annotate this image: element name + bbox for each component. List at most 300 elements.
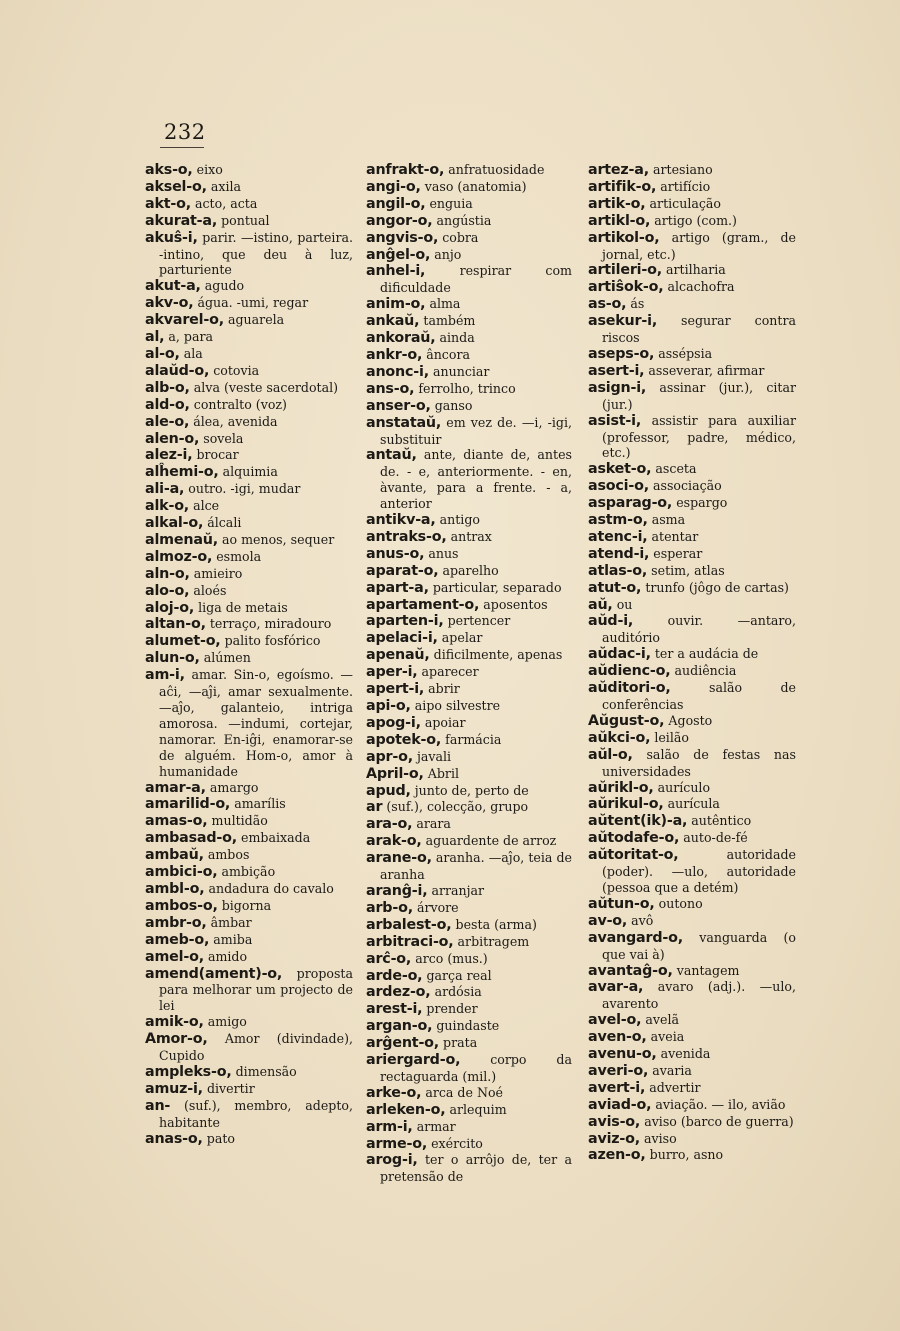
entry-headword: Amor-o, (145, 1031, 208, 1048)
entry-definition: alce (193, 498, 220, 514)
dictionary-entry (366, 1152, 572, 1185)
entry-definition: ferrolho, trinco (418, 380, 516, 396)
entry-definition: ambição (221, 864, 276, 880)
dictionary-entry (145, 780, 353, 797)
entry-headword: apud, (366, 782, 411, 799)
entry-definition: em vez de. —i, -igi, substituir (380, 414, 572, 447)
dictionary-entry (145, 1031, 353, 1064)
dictionary-entry (588, 546, 796, 563)
dictionary-entry (588, 213, 796, 230)
entry-definition: ás (630, 296, 645, 312)
entry-headword: akurat-a, (145, 212, 218, 229)
entry-definition: artifício (660, 178, 711, 194)
entry-definition: trunfo (jôgo de cartas) (645, 579, 789, 595)
dictionary-entry (145, 515, 353, 532)
entry-definition: amieiro (193, 565, 243, 581)
entry-headword: aseps-o, (588, 345, 655, 362)
dictionary-entry (588, 529, 796, 546)
dictionary-entry (145, 915, 353, 932)
dictionary-entry (145, 549, 353, 566)
dictionary-entry (366, 447, 572, 512)
entry-definition: articulação (649, 195, 722, 211)
entry-definition: ala (183, 345, 203, 361)
entry-headword: avantaĝ-o, (588, 962, 673, 979)
entry-definition: guindaste (436, 1018, 500, 1034)
entry-definition: asceta (655, 461, 697, 477)
entry-headword: aranĝ-i, (366, 882, 428, 899)
entry-definition: avelã (645, 1012, 679, 1028)
entry-headword: aŭ, (588, 596, 613, 613)
entry-headword: aŭd-i, (588, 613, 634, 630)
entry-headword: ambos-o, (145, 897, 218, 914)
entry-headword: anstataŭ, (366, 414, 442, 431)
dictionary-entry (145, 312, 353, 329)
entry-definition: aipo silvestre (414, 698, 501, 713)
entry-headword: astm-o, (588, 512, 648, 529)
entry-headword: apog-i, (366, 714, 421, 731)
entry-headword: aŭtoritat-o, (588, 847, 679, 864)
entry-definition: cobra (442, 229, 479, 245)
entry-headword: aparten-i, (366, 613, 444, 630)
dictionary-entry (145, 397, 353, 414)
entry-definition: alquimia (222, 464, 278, 480)
entry-headword: ambl-o, (145, 880, 205, 897)
dictionary-entry (145, 380, 353, 397)
dictionary-entry (366, 529, 572, 546)
entry-headword: apert-i, (366, 681, 425, 698)
entry-definition: prata (443, 1035, 478, 1051)
dictionary-entry (588, 380, 796, 413)
entry-headword: amel-o, (145, 948, 204, 965)
entry-definition: asma (651, 512, 686, 528)
entry-headword: amend(ament)-o, (145, 965, 283, 982)
column-1 (145, 162, 353, 1147)
entry-definition: contralto (voz) (193, 396, 287, 412)
entry-definition: outono (658, 895, 703, 911)
entry-headword: antaŭ, (366, 447, 417, 464)
entry-headword: anfrakt-o, (366, 162, 445, 178)
entry-definition: árvore (416, 899, 459, 915)
dictionary-entry (366, 213, 572, 230)
dictionary-entry (366, 1136, 572, 1153)
dictionary-entry (366, 917, 572, 934)
entry-headword: atend-i, (588, 545, 650, 562)
entry-headword: arb-o, (366, 899, 413, 916)
entry-definition: bigorna (221, 897, 272, 913)
entry-definition: axila (210, 178, 242, 194)
entry-headword: akuŝ-i, (145, 229, 198, 246)
dictionary-entry (588, 262, 796, 279)
dictionary-entry (145, 464, 353, 481)
entry-headword: atut-o, (588, 579, 642, 596)
entry-headword: asoci-o, (588, 478, 649, 495)
entry-headword: alĥemi-o, (145, 464, 219, 481)
entry-definition: (suf.), colecção, grupo (386, 799, 529, 815)
entry-headword: anĝel-o, (366, 246, 431, 263)
entry-headword: ambasad-o, (145, 830, 238, 847)
dictionary-entry (145, 481, 353, 498)
entry-headword: an- (145, 1097, 171, 1114)
entry-headword: ankaŭ, (366, 313, 420, 330)
dictionary-entry (366, 968, 572, 985)
dictionary-entry (366, 381, 572, 398)
entry-definition: brocar (196, 447, 239, 463)
dictionary-entry (588, 313, 796, 346)
entry-headword: aŭdienc-o, (588, 663, 671, 680)
dictionary-entry (366, 766, 572, 783)
dictionary-entry (588, 179, 796, 196)
entry-headword: artikl-o, (588, 212, 651, 229)
entry-definition: dimensão (235, 1063, 297, 1079)
dictionary-entry (145, 1014, 353, 1031)
entry-headword: ameb-o, (145, 931, 210, 948)
dictionary-entry (366, 1085, 572, 1102)
dictionary-entry (145, 363, 353, 380)
entry-definition: aranha. —aĵo, teia de aranha (380, 850, 572, 883)
dictionary-entry (366, 364, 572, 381)
entry-headword: ans-o, (366, 380, 415, 397)
dictionary-entry (366, 934, 572, 951)
entry-headword: angvis-o, (366, 229, 439, 246)
entry-definition: aviso (644, 1130, 677, 1146)
dictionary-entry (145, 667, 353, 779)
entry-headword: av-o, (588, 912, 628, 929)
entry-headword: anas-o, (145, 1130, 203, 1147)
dictionary-entry (145, 213, 353, 230)
entry-headword: akv-o, (145, 295, 194, 312)
entry-headword: arĝent-o, (366, 1035, 440, 1052)
entry-headword: aŭtodafe-o, (588, 830, 680, 847)
entry-definition: artilharia (665, 262, 726, 278)
entry-headword: alen-o, (145, 430, 200, 447)
entry-definition: aveia (650, 1029, 685, 1045)
dictionary-entry (145, 796, 353, 813)
dictionary-entry (366, 783, 572, 800)
entry-definition: (suf.), membro, adepto, habitante (159, 1097, 353, 1130)
entry-headword: arog-i, (366, 1152, 418, 1169)
entry-definition: segurar contra riscos (602, 313, 796, 346)
entry-headword: aŭkci-o, (588, 729, 651, 746)
dictionary-entry (366, 613, 572, 630)
entry-definition: auto-de-fé (683, 830, 748, 846)
dictionary-entry (145, 650, 353, 667)
dictionary-entry (588, 896, 796, 913)
entry-headword: anonc-i, (366, 363, 429, 380)
entry-headword: angi-o, (366, 178, 421, 195)
entry-headword: aviad-o, (588, 1096, 652, 1113)
entry-headword: aven-o, (588, 1029, 647, 1046)
entry-headword: artik-o, (588, 195, 646, 212)
dictionary-entry (366, 850, 572, 883)
entry-headword: arak-o, (366, 833, 422, 850)
entry-headword: alb-o, (145, 379, 190, 396)
dictionary-entry (588, 1029, 796, 1046)
entry-headword: amar-a, (145, 779, 206, 796)
dictionary-entry (588, 913, 796, 930)
entry-headword: apotek-o, (366, 731, 442, 748)
dictionary-entry (588, 747, 796, 780)
entry-definition: pontual (221, 212, 270, 228)
dictionary-entry (145, 898, 353, 915)
dictionary-entry (366, 715, 572, 732)
dictionary-entry (366, 1018, 572, 1035)
entry-headword: ardez-o, (366, 984, 431, 1001)
entry-headword: almenaŭ, (145, 531, 218, 548)
dictionary-entry (366, 347, 572, 364)
dictionary-entry (145, 949, 353, 966)
dictionary-entry (588, 1063, 796, 1080)
dictionary-entry (366, 196, 572, 213)
dictionary-entry (366, 179, 572, 196)
entry-headword: asist-i, (588, 412, 642, 429)
entry-definition: divertir (206, 1080, 255, 1096)
entry-definition: anjo (434, 246, 462, 262)
entry-definition: ardósia (434, 984, 482, 1000)
entry-definition: ter a audácia de (654, 646, 759, 662)
entry-headword: apartament-o, (366, 596, 480, 613)
entry-headword: akvarel-o, (145, 312, 224, 329)
dictionary-entry (145, 447, 353, 464)
entry-definition: aparelho (442, 562, 499, 578)
entry-headword: angor-o, (366, 212, 433, 229)
entry-definition: palito fosfórico (224, 633, 321, 649)
dictionary-entry (588, 780, 796, 797)
dictionary-entry (366, 799, 572, 816)
dictionary-entry (366, 749, 572, 766)
entry-definition: amiba (213, 931, 253, 947)
entry-headword: asparag-o, (588, 495, 673, 512)
entry-definition: leilão (654, 729, 689, 745)
dictionary-entry (588, 1147, 796, 1164)
dictionary-entry (366, 230, 572, 247)
entry-headword: apart-a, (366, 579, 429, 596)
dictionary-entry (588, 663, 796, 680)
entry-headword: apenaŭ, (366, 647, 430, 664)
entry-headword: avis-o, (588, 1113, 641, 1130)
dictionary-entry (145, 1098, 353, 1131)
entry-headword: arleken-o, (366, 1101, 446, 1118)
entry-definition: Amor (divindade), Cupido (159, 1031, 353, 1064)
entry-definition: javali (416, 748, 452, 764)
dictionary-entry (145, 616, 353, 633)
entry-headword: arke-o, (366, 1084, 422, 1101)
entry-headword: arĉ-o, (366, 950, 412, 967)
entry-definition: a, para (168, 329, 214, 345)
dictionary-entry (145, 431, 353, 448)
entry-headword: alkal-o, (145, 515, 204, 532)
dictionary-entry (366, 900, 572, 917)
dictionary-entry (145, 881, 353, 898)
dictionary-entry (588, 580, 796, 597)
entry-headword: averi-o, (588, 1062, 649, 1079)
entry-definition: anus (428, 545, 459, 561)
entry-headword: alk-o, (145, 498, 190, 515)
entry-headword: aŭl-o, (588, 746, 633, 763)
entry-headword: aparat-o, (366, 562, 439, 579)
entry-definition: apelar (441, 630, 483, 646)
entry-definition: angústia (436, 212, 492, 228)
entry-definition: avenida (660, 1046, 711, 1062)
entry-definition: também (423, 313, 476, 329)
entry-headword: alo-o, (145, 582, 190, 599)
entry-definition: artigo (com.) (654, 212, 737, 228)
dictionary-entry (145, 1064, 353, 1081)
dictionary-entry (588, 296, 796, 313)
dictionary-entry (145, 864, 353, 881)
entry-definition: avaro (adj.). —ulo, avarento (602, 979, 796, 1012)
entry-definition: âmbar (210, 914, 252, 930)
dictionary-entry (588, 796, 796, 813)
entry-definition: arranjar (431, 882, 485, 898)
entry-headword: al-o, (145, 345, 180, 362)
entry-definition: aguarela (227, 312, 285, 328)
entry-definition: sovela (203, 430, 244, 446)
entry-headword: ali-a, (145, 481, 185, 498)
entry-definition: salão de festas nas universidades (602, 746, 796, 779)
entry-headword: aloj-o, (145, 599, 195, 616)
entry-headword: akut-a, (145, 278, 201, 295)
entry-definition: álcali (207, 515, 242, 531)
column-3 (588, 162, 796, 1164)
entry-headword: anhel-i, (366, 263, 426, 280)
entry-headword: ar (366, 799, 383, 816)
entry-definition: alva (veste sacerdotal) (193, 379, 339, 395)
entry-definition: armar (416, 1118, 456, 1134)
entry-headword: avel-o, (588, 1012, 642, 1029)
entry-definition: artigo (gram., de jornal, etc.) (602, 229, 796, 262)
entry-definition: assépsia (658, 345, 713, 361)
entry-definition: alúmen (203, 650, 251, 666)
entry-definition: outro. -igi, mudar (188, 481, 301, 497)
dictionary-entry (145, 566, 353, 583)
dictionary-entry (588, 646, 796, 663)
dictionary-entry (366, 563, 572, 580)
dictionary-entry (588, 597, 796, 614)
entry-definition: burro, asno (649, 1147, 724, 1163)
dictionary-entry (366, 816, 572, 833)
entry-headword: avar-a, (588, 979, 644, 996)
entry-definition: âncora (426, 346, 470, 362)
entry-definition: respirar com dificuldade (380, 263, 572, 296)
entry-definition: salão de conferências (602, 680, 796, 712)
dictionary-entry (366, 1001, 572, 1018)
entry-definition: apoiar (424, 714, 466, 730)
dictionary-entry (588, 196, 796, 213)
entry-headword: anim-o, (366, 296, 426, 313)
entry-headword: aksel-o, (145, 178, 207, 195)
dictionary-entry (145, 633, 353, 650)
entry-definition: aguardente de arroz (425, 833, 557, 849)
entry-definition: aviso (barco de guerra) (644, 1113, 794, 1129)
entry-definition: assinar (jur.), citar (jur.) (602, 379, 796, 412)
column-2 (366, 162, 572, 1185)
entry-definition: ter o arrôjo de, ter a pretensão de (380, 1152, 572, 1185)
entry-headword: ale-o, (145, 413, 190, 430)
entry-definition: ganso (434, 397, 473, 413)
entry-definition: asseverar, afirmar (648, 362, 765, 378)
entry-headword: alun-o, (145, 650, 200, 667)
dictionary-entry (145, 196, 353, 213)
entry-definition: atentar (651, 528, 699, 544)
dictionary-entry (145, 847, 353, 864)
dictionary-entry (145, 830, 353, 847)
entry-headword: arest-i, (366, 1001, 423, 1018)
entry-definition: junto de, perto de (414, 782, 529, 798)
dictionary-entry (588, 847, 796, 896)
entry-headword: aŭrikl-o, (588, 779, 654, 796)
dictionary-entry (366, 546, 572, 563)
dictionary-entry (588, 279, 796, 296)
entry-definition: alcachofra (667, 279, 735, 295)
entry-headword: ankoraŭ, (366, 330, 436, 347)
entry-definition: andadura do cavalo (208, 880, 334, 896)
entry-definition: ou (616, 596, 633, 612)
dictionary-entry (588, 613, 796, 646)
entry-headword: avert-i, (588, 1079, 646, 1096)
dictionary-entry (366, 698, 572, 715)
entry-headword: antraks-o, (366, 528, 447, 545)
entry-headword: azen-o, (588, 1147, 646, 1164)
entry-definition: aurícula (667, 796, 720, 812)
entry-definition: antigo (439, 512, 480, 528)
dictionary-entry (588, 495, 796, 512)
entry-definition: esperar (653, 545, 703, 561)
dictionary-entry (145, 346, 353, 363)
entry-definition: ambos (207, 847, 250, 863)
entry-definition: corpo da rectaguarda (mil.) (380, 1052, 572, 1084)
entry-definition: Abril (427, 765, 459, 781)
entry-definition: setim, atlas (651, 562, 725, 578)
dictionary-entry (366, 1052, 572, 1085)
entry-headword: aŭtent(ik)-a, (588, 813, 688, 830)
entry-headword: artileri-o, (588, 262, 662, 279)
entry-definition: amido (207, 948, 248, 964)
dictionary-entry (366, 630, 572, 647)
dictionary-entry (588, 1114, 796, 1131)
entry-definition: anunciar (432, 363, 490, 379)
entry-headword: amarilid-o, (145, 796, 231, 813)
dictionary-entry (366, 1119, 572, 1136)
entry-definition: advertir (649, 1079, 701, 1095)
entry-headword: aper-i, (366, 664, 418, 681)
entry-definition: associação (652, 478, 722, 494)
entry-definition: proposta para melhorar um projecto de lei (159, 965, 353, 1014)
entry-definition: farmácia (445, 731, 502, 747)
dictionary-entry (366, 313, 572, 330)
entry-definition: álea, avenida (193, 413, 278, 429)
entry-headword: ariergard-o, (366, 1052, 461, 1069)
page-number: 232 (164, 120, 206, 144)
dictionary-entry (588, 830, 796, 847)
entry-headword: arde-o, (366, 967, 423, 984)
entry-definition: avaria (652, 1062, 692, 1078)
entry-definition: anfratuosidade (448, 162, 545, 177)
entry-definition: garça real (426, 967, 492, 983)
entry-headword: ald-o, (145, 396, 190, 413)
dictionary-entry (588, 346, 796, 363)
dictionary-entry (145, 1081, 353, 1098)
entry-definition: vanguarda (o que vai à) (602, 929, 796, 962)
entry-headword: asign-i, (588, 379, 647, 396)
entry-definition: amargo (209, 779, 259, 795)
entry-headword: asert-i, (588, 362, 645, 379)
entry-headword: am-i, (145, 667, 185, 684)
dictionary-entry (145, 532, 353, 549)
entry-definition: exército (431, 1135, 483, 1151)
dictionary-entry (588, 713, 796, 730)
entry-definition: arbitragem (457, 933, 530, 949)
entry-definition: ao menos, sequer (222, 531, 335, 547)
